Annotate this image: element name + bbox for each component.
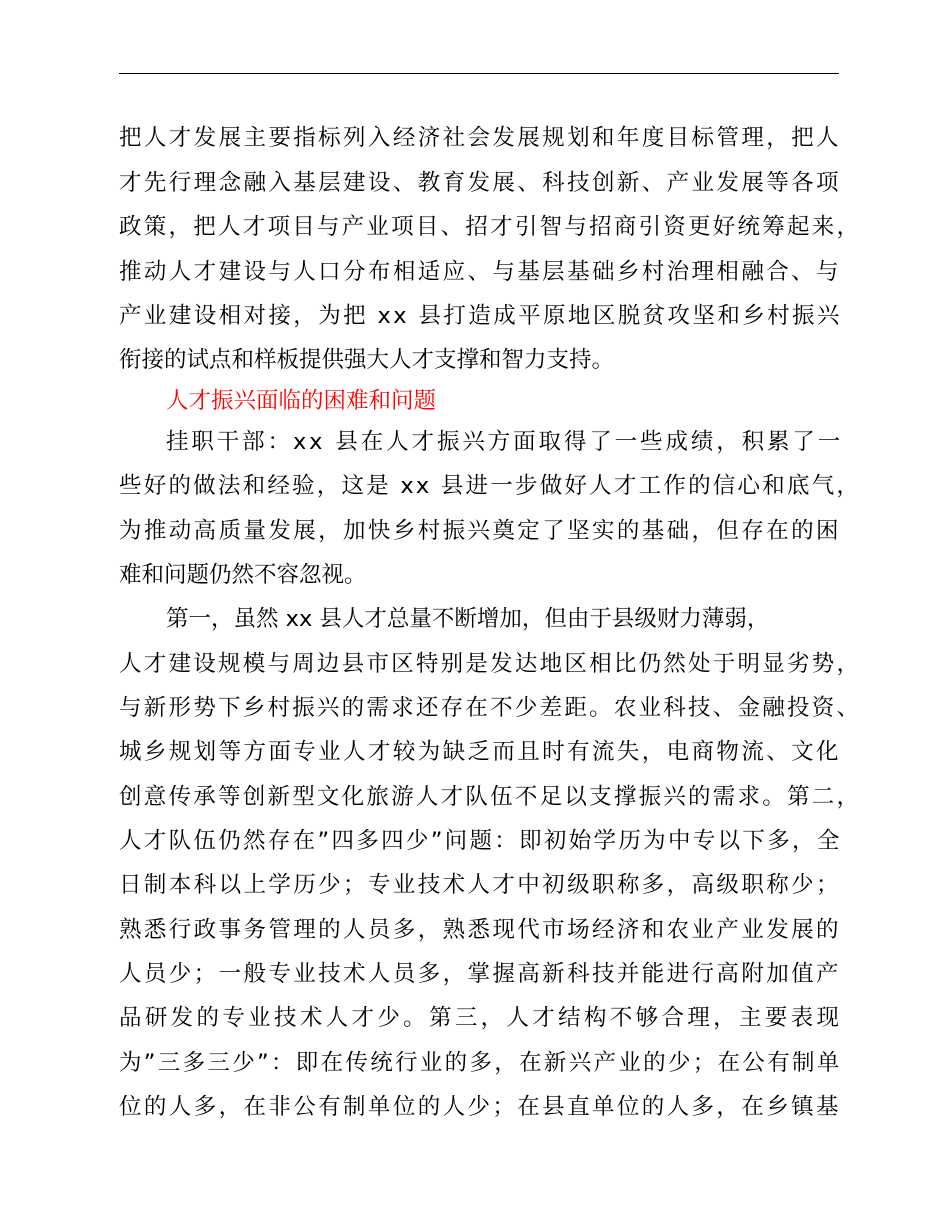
body-line: 政策，把人才项目与产业项目、招才引智与招商引资更好统筹起来， bbox=[119, 214, 862, 240]
body-line: 城乡规划等方面专业人才较为缺乏而且时有流失，电商物流、文化 bbox=[119, 739, 841, 765]
body-line: 为”三多三少”：即在传统行业的多，在新兴产业的少；在公有制单 bbox=[119, 1050, 842, 1076]
body-line: 人才建设规模与周边县市区特别是发达地区相比仍然处于明显劣势， bbox=[119, 651, 862, 677]
section-heading: 人才振兴面临的困难和问题 bbox=[166, 388, 437, 414]
body-line: 为推动高质量发展，加快乡村振兴奠定了坚实的基础，但存在的困 bbox=[119, 518, 841, 544]
body-line: 推动人才建设与人口分布相适应、与基层基础乡村治理相融合、与 bbox=[119, 259, 841, 285]
body-line: 与新形势下乡村振兴的需求还存在不少差距。农业科技、金融投资、 bbox=[119, 695, 862, 721]
body-line: 位的人多，在非公有制单位的人少；在县直单位的人多，在乡镇基 bbox=[119, 1094, 841, 1120]
body-line: 人才队伍仍然存在”四多四少”问题：即初始学历为中专以下多，全 bbox=[119, 828, 842, 854]
body-line: 难和问题仍然不容忽视。 bbox=[119, 562, 367, 588]
body-line: 熟悉行政事务管理的人员多，熟悉现代市场经济和农业产业发展的 bbox=[119, 917, 841, 943]
paragraph-first-line: 第一，虽然 xx 县人才总量不断增加，但由于县级财力薄弱， bbox=[166, 606, 770, 632]
body-line: 才先行理念融入基层建设、教育发展、科技创新、产业发展等各项 bbox=[119, 170, 841, 196]
body-line: 日制本科以上学历少；专业技术人才中初级职称多，高级职称少； bbox=[119, 872, 841, 898]
paragraph-first-line: 挂职干部：xx 县在人才振兴方面取得了一些成绩，积累了一 bbox=[166, 429, 844, 455]
body-line: 衔接的试点和样板提供强大人才支撑和智力支持。 bbox=[119, 347, 615, 373]
body-line: 人员少；一般专业技术人员多，掌握高新科技并能进行高附加值产 bbox=[119, 961, 841, 987]
body-line: 品研发的专业技术人才少。第三，人才结构不够合理，主要表现 bbox=[119, 1005, 843, 1031]
body-line: 些好的做法和经验，这是 xx 县进一步做好人才工作的信心和底气， bbox=[119, 473, 862, 499]
body-line: 创意传承等创新型文化旅游人才队伍不足以支撑振兴的需求。第二， bbox=[119, 784, 862, 810]
body-line: 把人才发展主要指标列入经济社会发展规划和年度目标管理，把人 bbox=[119, 125, 841, 151]
header-rule bbox=[119, 73, 839, 74]
body-line: 产业建设相对接，为把 xx 县打造成平原地区脱贫攻坚和乡村振兴 bbox=[119, 303, 842, 329]
